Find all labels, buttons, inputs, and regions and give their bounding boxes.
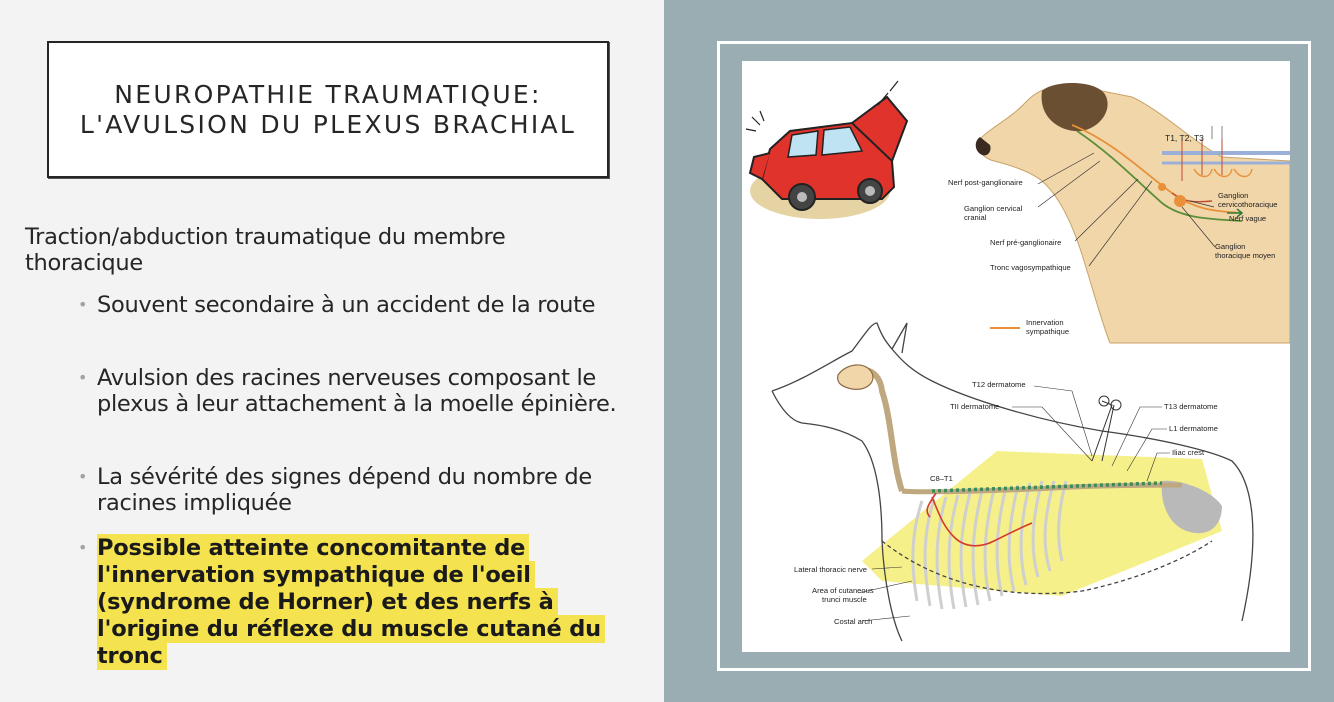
label-gtm: Ganglion: [1215, 242, 1246, 251]
label-gct: Ganglion: [1218, 191, 1249, 200]
slide-title: NEUROPATHIE TRAUMATIQUE: L'AVULSION DU PLEXUS BRACHIAL: [79, 79, 577, 139]
label-gct-2: cervicothoracique: [1218, 200, 1278, 209]
bullet-dot-icon: •: [78, 368, 88, 387]
bullet-dot-icon: •: [78, 538, 88, 557]
bullet-text: La sévérité des signes dépend du nombre de racines impliquée: [97, 464, 592, 516]
dog-head-diagram: [976, 83, 1290, 343]
label-area-cutaneous-2: trunci muscle: [822, 595, 867, 604]
anatomy-illustration: [742, 61, 1290, 652]
label-ganglion-cervical: Ganglion cervical: [964, 204, 1023, 213]
label-t1t2t3: T1, T2, T3: [1165, 133, 1204, 143]
label-ganglion-cervical-2: cranial: [964, 213, 987, 222]
bullet-dot-icon: •: [78, 467, 88, 486]
label-nerf-vague: Nerf vague: [1229, 214, 1267, 223]
car-illustration: [746, 81, 907, 219]
label-c8t1: C8–T1: [930, 474, 953, 483]
label-t13: T13 dermatome: [1164, 402, 1218, 411]
highlight-mark: Possible atteinte concomitante de l'innervation sympathique de l'oeil (syndrome de Horner) et des nerfs à l'origine du réflexe du muscle cutané du tronc: [97, 534, 605, 670]
title-box: [47, 41, 609, 178]
label-nerf-pre: Nerf pré-ganglionaire: [990, 238, 1062, 247]
label-area-cutaneous: Area of cutaneous: [812, 586, 874, 595]
label-t12: T12 dermatome: [972, 380, 1026, 389]
intro-text: Traction/abduction traumatique du membre thoracique: [25, 224, 506, 276]
label-l1: L1 dermatome: [1169, 424, 1218, 433]
legend-innervation: Innervation: [1026, 318, 1064, 327]
label-tronc: Tronc vagosympathique: [990, 263, 1071, 272]
bullet-dot-icon: •: [78, 295, 88, 314]
bullet-text-highlighted: [97, 535, 617, 670]
anatomy-figure: [742, 61, 1290, 652]
label-iliac: Iliac crest: [1172, 448, 1205, 457]
label-tii: TII dermatome: [950, 402, 1000, 411]
bullet-text: Avulsion des racines nerveuses composant le plexus à leur attachement à la moelle épinière.: [97, 365, 617, 417]
slide-text-pane: [0, 0, 664, 702]
bullet-text: Souvent secondaire à un accident de la route: [97, 292, 596, 318]
legend-sympathique: sympathique: [1026, 327, 1070, 336]
label-costal-arch: Costal arch: [834, 617, 873, 626]
label-gtm-2: thoracique moyen: [1215, 251, 1276, 260]
label-nerf-post: Nerf post-ganglionaire: [948, 178, 1023, 187]
label-lateral-thoracic: Lateral thoracic nerve: [794, 565, 868, 574]
